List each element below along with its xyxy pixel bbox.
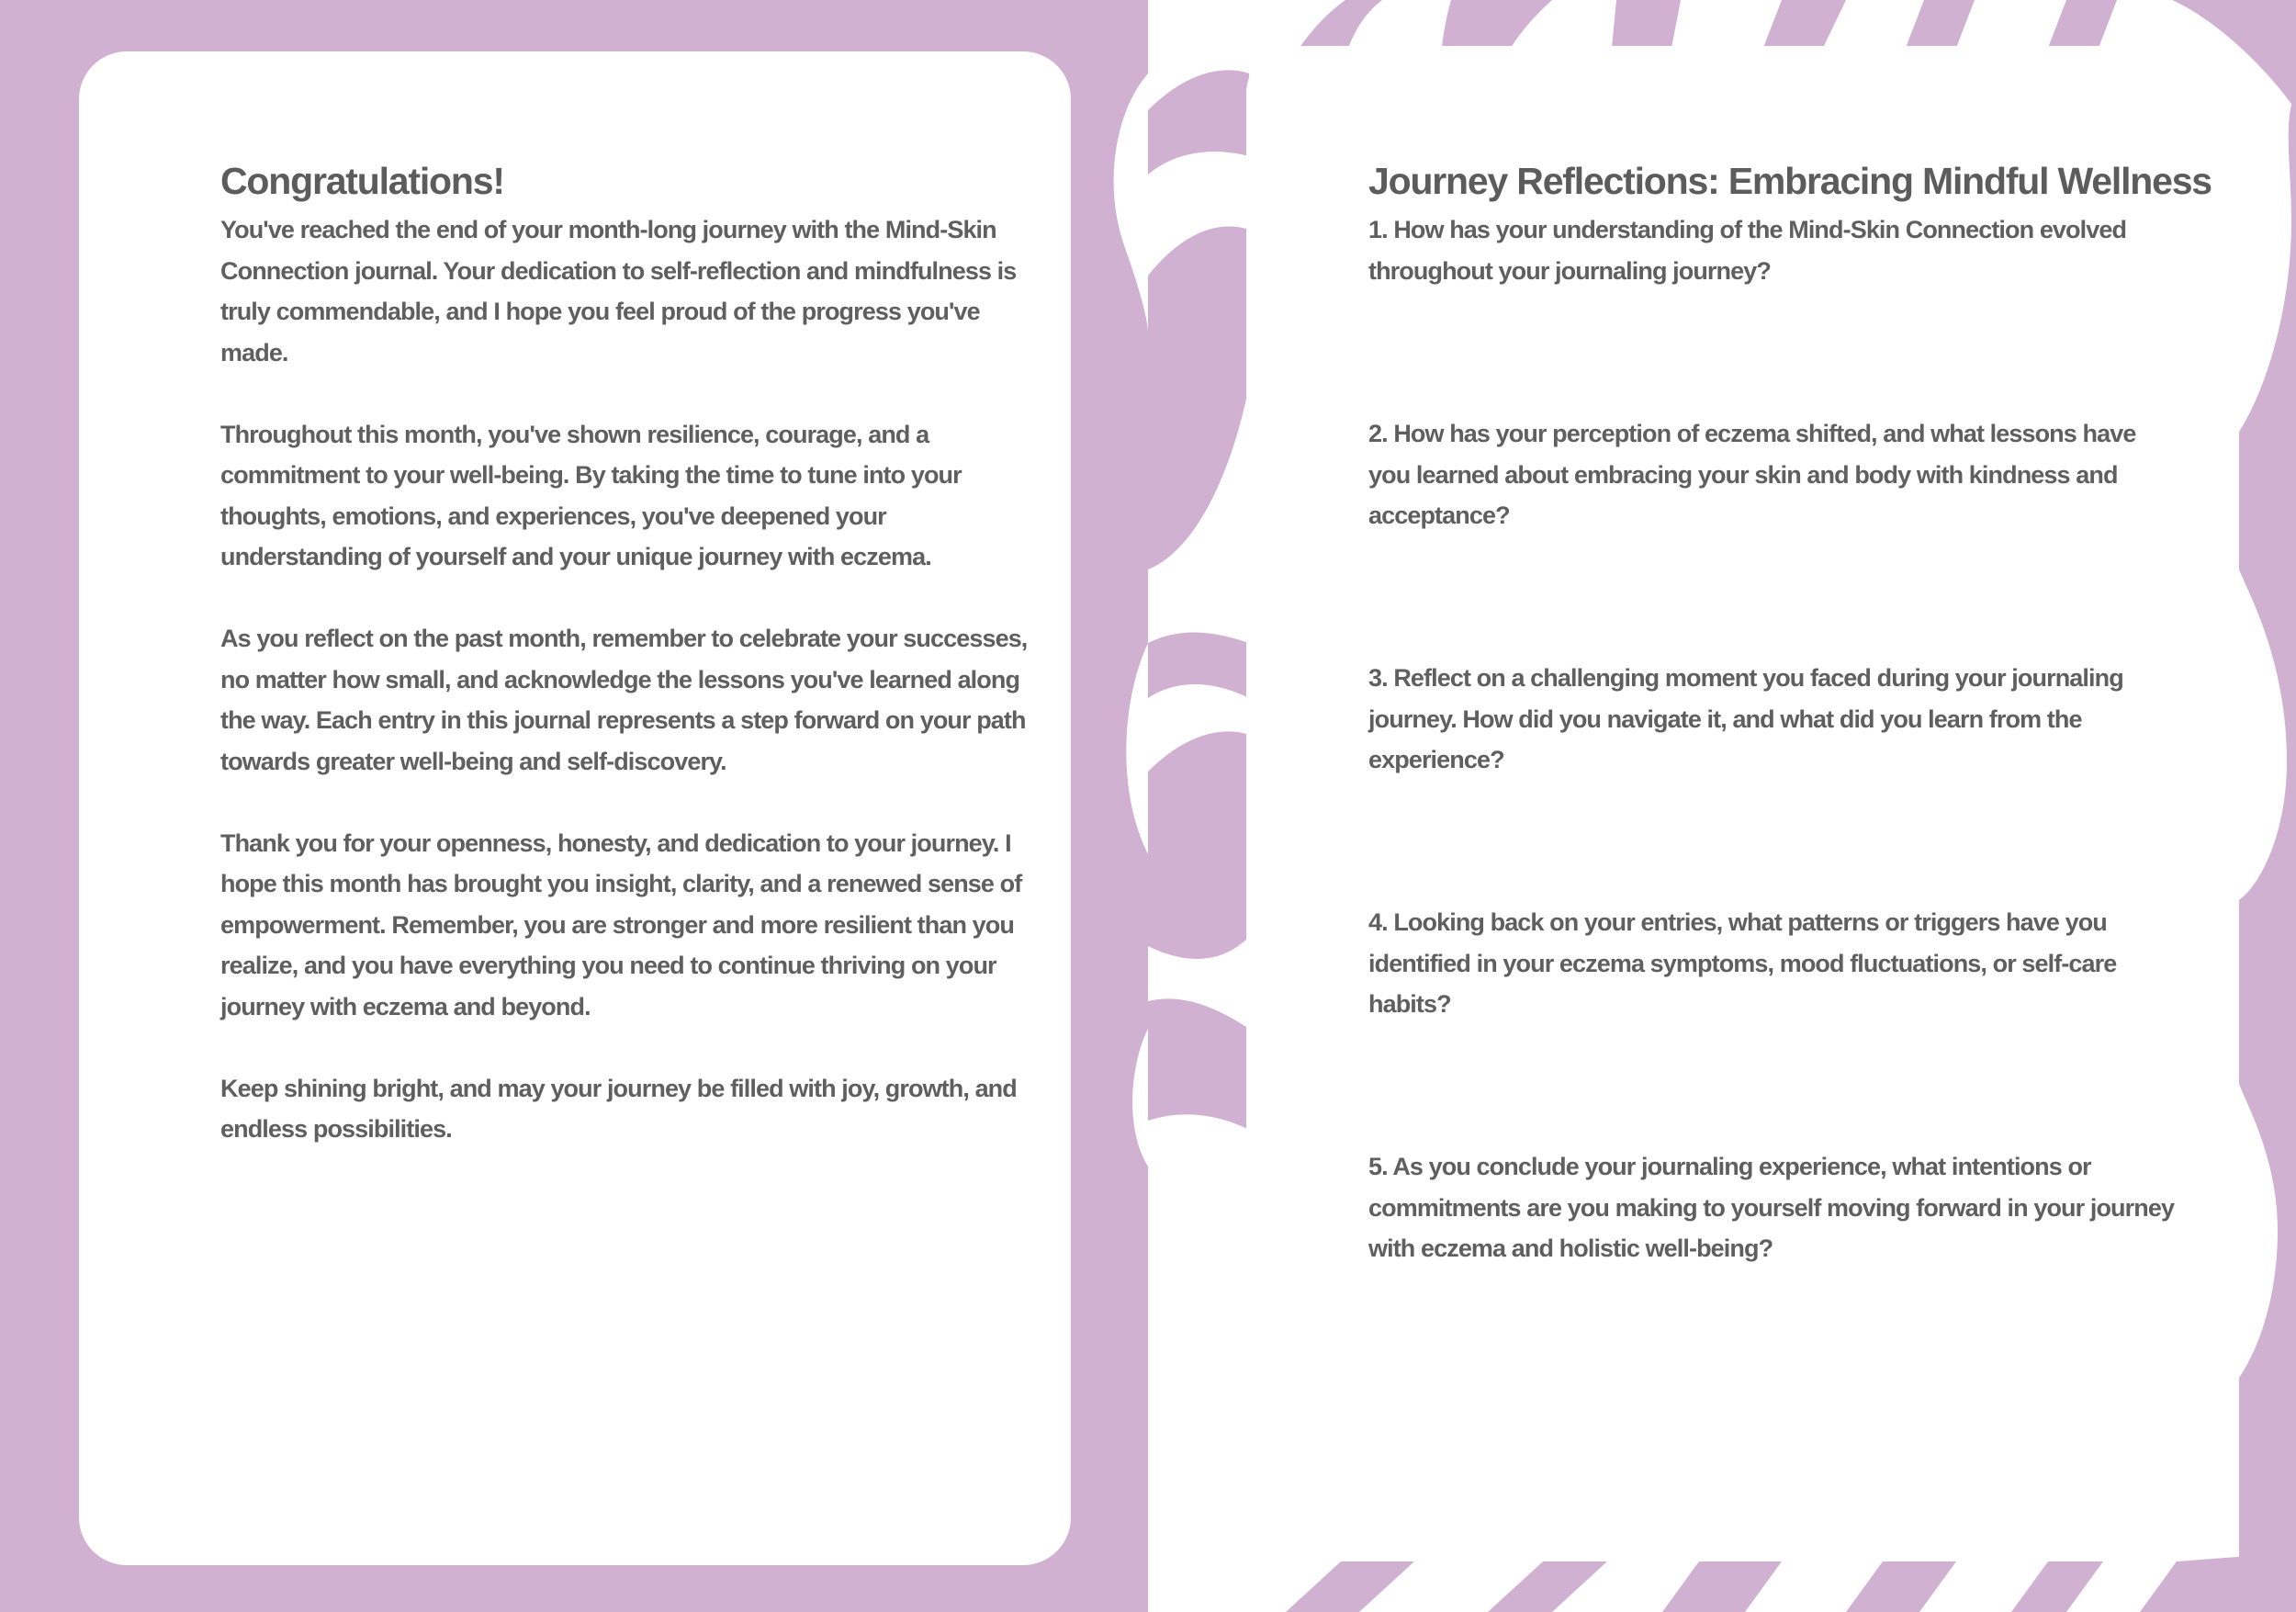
congratulations-paragraph: As you reflect on the past month, remember to celebrate your successes, no matter how small, and acknowledge the lessons you've learned along the way. Each entry in this journal represents a step forward on your path towards greater well-being and self-discovery. bbox=[220, 625, 1028, 775]
congratulations-paragraph: Thank you for your openness, honesty, and dedication to your journey. I hope this month has brought you insight, clarity, and a renewed sense of empowerment. Remember, you are stronger and more resilient than you realize, and you have everything you need to continue thriving on your journey with eczema and beyond. bbox=[220, 829, 1022, 1020]
reflections-heading: Journey Reflections: Embracing Mindful Wellness bbox=[1368, 160, 2212, 202]
reflection-question-1: 1. How has your understanding of the Mind-Skin Connection evolved throughout your journaling journey? bbox=[1368, 216, 2127, 285]
congratulations-heading: Congratulations! bbox=[220, 160, 504, 202]
congratulations-paragraph: Throughout this month, you've shown resilience, courage, and a commitment to your well-being. By taking the time to tune into your thoughts, emotions, and experiences, you've deepened your understanding of yourself and your unique journey with eczema. bbox=[220, 420, 962, 570]
reflection-question-2: 2. How has your perception of eczema shifted, and what lessons have you learned about embracing your skin and body with kindness and acceptance? bbox=[1368, 420, 2136, 529]
reflection-question-4: 4. Looking back on your entries, what patterns or triggers have you identified in your eczema symptoms, mood fluctuations, or self-care habits? bbox=[1368, 908, 2117, 1018]
reflection-question-5: 5. As you conclude your journaling experience, what intentions or commitments are you making to yourself moving forward in your journey with eczema and holistic well-being? bbox=[1368, 1153, 2175, 1262]
congratulations-paragraph: Keep shining bright, and may your journey be filled with joy, growth, and endless possibilities. bbox=[220, 1074, 1017, 1143]
congratulations-paragraph: You've reached the end of your month-long journey with the Mind-Skin Connection journal. Your dedication to self-reflection and mindfulness is truly commendable, and I hope you feel proud of the progress you've made. bbox=[220, 216, 1017, 366]
reflection-question-3: 3. Reflect on a challenging moment you faced during your journaling journey. How did you navigate it, and what did you learn from the experience? bbox=[1368, 664, 2123, 773]
right-page bbox=[1148, 0, 2296, 1612]
congratulations-body bbox=[220, 209, 1029, 1190]
